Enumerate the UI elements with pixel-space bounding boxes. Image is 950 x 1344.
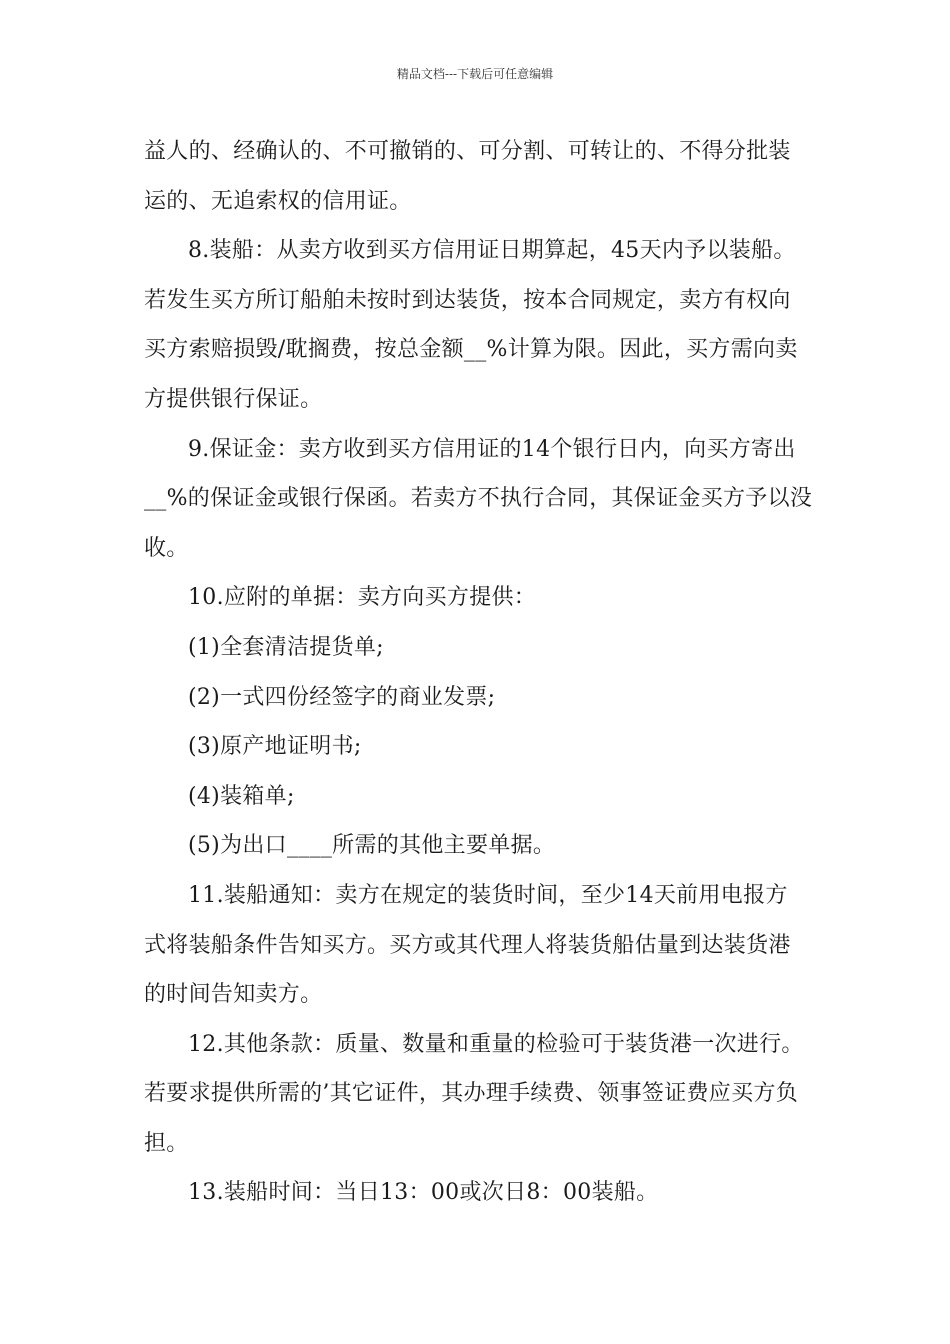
clause-8-line: 8.装船：从卖方收到买方信用证日期算起，45天内予以装船。 [188,238,796,264]
clause-11-line: 11.装船通知：卖方在规定的装货时间，至少14天前用电报方 [188,882,788,908]
text-line: 若要求提供所需的’其它证件，其办理手续费、领事签证费应买方负 [144,1081,798,1107]
clause-13-line: 13.装船时间：当日13：00或次日8：00装船。 [188,1180,659,1206]
text-line: 运的、无追索权的信用证。 [144,188,412,214]
text-line: 若发生买方所订船舶未按时到达装货，按本合同规定，卖方有权向 [144,287,791,313]
text-line: 收。 [144,535,189,561]
document-body [144,127,813,1218]
text-line: 方提供银行保证。 [144,386,323,412]
text-line: 的时间告知卖方。 [144,982,323,1008]
clause-10-line: 10.应附的单据：卖方向买方提供： [188,585,537,611]
page-header: 精品文档---下载后可任意编辑 [396,67,554,81]
text-line: 式将装船条件告知买方。买方或其代理人将装货船估量到达装货港 [144,932,791,958]
text-line: 益人的、经确认的、不可撤销的、可分割、可转让的、不得分批装 [144,139,791,164]
clause-9-line: 9.保证金：卖方收到买方信用证的14个银行日内，向买方寄出 [188,436,796,462]
list-item: (1)全套清洁提货单; [188,634,384,660]
text-line: 担。 [144,1130,189,1156]
clause-12-line: 12.其他条款：质量、数量和重量的检验可于装货港一次进行。 [188,1031,804,1057]
text-line: 买方索赔损毁/耽搁费，按总金额__%计算为限。因此，买方需向卖 [144,337,798,363]
list-item: (2)一式四份经签字的商业发票; [188,684,496,710]
list-item: (3)原产地证明书; [188,734,362,760]
list-item: (4)装箱单; [188,783,295,809]
list-item: (5)为出口____所需的其他主要单据。 [188,833,556,859]
text-line: __%的保证金或银行保函。若卖方不执行合同，其保证金买方予以没 [144,486,813,512]
